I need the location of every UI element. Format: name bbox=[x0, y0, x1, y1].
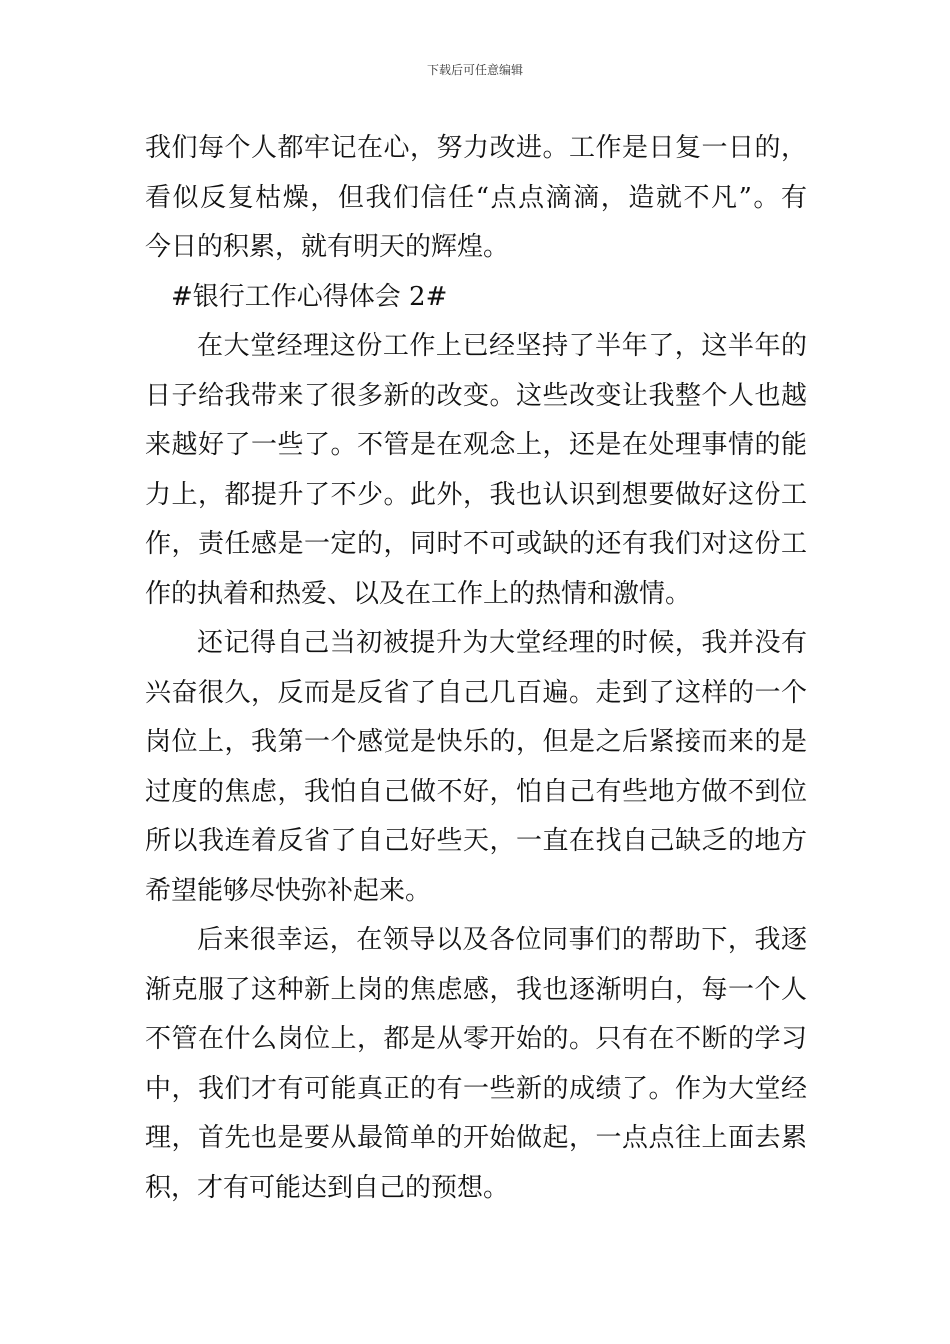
text-line: 还记得自己当初被提升为大堂经理的时候，我并没有 bbox=[197, 628, 807, 658]
page-header: 下载后可任意编辑 bbox=[426, 63, 523, 77]
text-line: 希望能够尽快弥补起来。 bbox=[145, 875, 432, 906]
section-heading: #银行工作心得体会 2# bbox=[171, 281, 448, 312]
text-line: 力上，都提升了不少。此外，我也认识到想要做好这份工 bbox=[145, 479, 807, 510]
text-line: 渐克服了这种新上岗的焦虑感，我也逐渐明白，每一个人 bbox=[145, 974, 807, 1005]
paragraph-2 bbox=[145, 322, 807, 619]
paragraph-1 bbox=[145, 124, 807, 273]
text-line: 我们每个人都牢记在心，努力改进。工作是日复一日的， bbox=[145, 133, 807, 163]
paragraph-4 bbox=[145, 916, 807, 1213]
text-line: 作，责任感是一定的，同时不可或缺的还有我们对这份工 bbox=[145, 529, 807, 559]
text-line: 来越好了一些了。不管是在观念上，还是在处理事情的能 bbox=[145, 430, 807, 460]
text-line: 积，才有可能达到自己的预想。 bbox=[145, 1172, 510, 1203]
text-line: 中，我们才有可能真正的有一些新的成绩了。作为大堂经 bbox=[145, 1073, 807, 1104]
text-line: 后来很幸运，在领导以及各位同事们的帮助下，我逐 bbox=[197, 925, 807, 955]
paragraph-3 bbox=[145, 619, 807, 916]
text-line: 作的执着和热爱、以及在工作上的热情和激情。 bbox=[145, 578, 692, 609]
text-line: 理，首先也是要从最简单的开始做起，一点点往上面去累 bbox=[145, 1123, 807, 1153]
text-line: 日子给我带来了很多新的改变。这些改变让我整个人也越 bbox=[145, 380, 807, 411]
text-line: 岗位上，我第一个感觉是快乐的，但是之后紧接而来的是 bbox=[145, 727, 807, 757]
text-line: 兴奋很久，反而是反省了自己几百遍。走到了这样的一个 bbox=[145, 677, 807, 708]
text-line: 今日的积累，就有明天的辉煌。 bbox=[145, 232, 510, 262]
document-body bbox=[145, 124, 807, 1213]
text-line: 看似反复枯燥，但我们信任“点点滴滴，造就不凡”。有 bbox=[145, 182, 807, 213]
text-line: 过度的焦虑，我怕自己做不好，怕自己有些地方做不到位 bbox=[145, 776, 807, 807]
text-line: 不管在什么岗位上，都是从零开始的。只有在不断的学习 bbox=[145, 1024, 807, 1054]
text-line: 所以我连着反省了自己好些天，一直在找自己缺乏的地方 bbox=[145, 826, 807, 856]
text-line: 在大堂经理这份工作上已经坚持了半年了，这半年的 bbox=[197, 331, 807, 361]
